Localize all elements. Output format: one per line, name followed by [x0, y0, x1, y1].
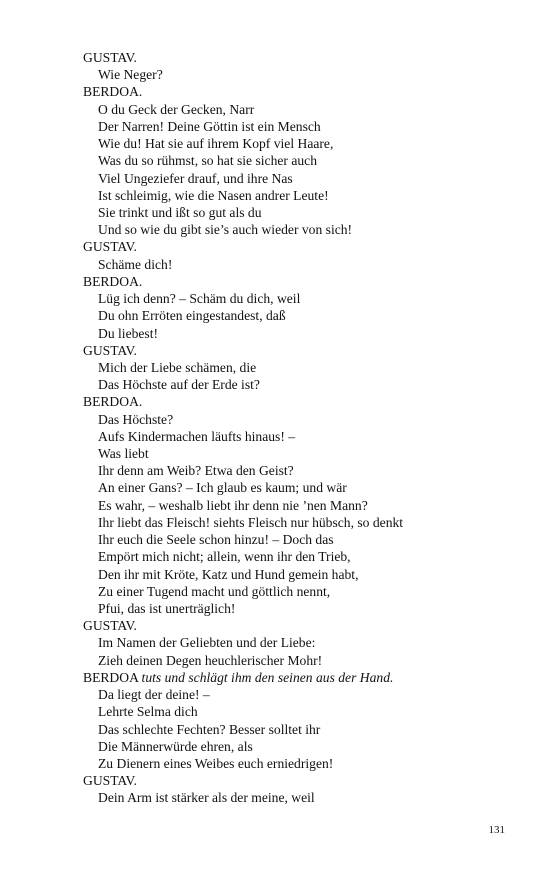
verse-line: Empört mich nicht; allein, wenn ihr den Trieb,	[98, 549, 351, 565]
verse-line: Du ohn Erröten eingestandest, daß	[98, 308, 286, 324]
verse-line: Den ihr mit Kröte, Katz und Hund gemein habt,	[98, 566, 359, 582]
verse-line: Lehrte Selma dich	[98, 704, 198, 720]
page-number: 131	[488, 824, 505, 836]
verse-line: Schäme dich!	[98, 256, 173, 272]
verse-line: Wie Neger?	[98, 67, 163, 83]
speaker-name: GUSTAV.	[83, 50, 137, 65]
verse-line: Im Namen der Geliebten und der Liebe:	[98, 635, 316, 651]
verse-line: Zu Dienern eines Weibes euch erniedrigen!	[98, 755, 334, 771]
speaker-name: BERDOA.	[83, 273, 143, 289]
verse-line: Pfui, das ist unerträglich!	[98, 601, 236, 616]
verse-line: Wie du! Hat sie auf ihrem Kopf viel Haare,	[98, 136, 334, 152]
verse-line: Sie trinkt und ißt so gut als du	[98, 204, 262, 220]
verse-line: Und so wie du gibt sie’s auch wieder von sich!	[98, 222, 353, 238]
speaker-name: GUSTAV.	[83, 773, 137, 789]
verse-line: Das schlechte Fechten? Besser solltet ihr	[98, 721, 321, 737]
verse-line: Es wahr, – weshalb liebt ihr denn nie ’nen Mann?	[98, 497, 368, 513]
verse-line: Dein Arm ist stärker als der meine, weil	[98, 790, 315, 806]
verse-line: Lüg ich denn? – Schäm du dich, weil	[98, 291, 301, 307]
verse-line: Da liegt der deine! –	[98, 687, 210, 703]
verse-line: Was du so rühmst, so hat sie sicher auch	[98, 153, 318, 169]
speaker-name: BERDOA.	[83, 394, 143, 410]
stage-direction: tuts und schlägt ihm den seinen aus der Hand.	[141, 669, 394, 685]
verse-line: Die Männerwürde ehren, als	[98, 738, 253, 754]
speaker-name: GUSTAV.	[83, 239, 137, 255]
verse-line: Das Höchste?	[98, 411, 174, 427]
speaker-name: BERDOA	[83, 669, 139, 685]
verse-line: Ihr denn am Weib? Etwa den Geist?	[98, 463, 294, 479]
verse-line: Der Narren! Deine Göttin ist ein Mensch	[98, 118, 321, 134]
verse-line: Das Höchste auf der Erde ist?	[98, 377, 260, 393]
play-text	[83, 49, 523, 807]
verse-line: Du liebest!	[98, 325, 159, 341]
verse-line: Ihr liebt das Fleisch! siehts Fleisch nur hübsch, so denkt	[98, 514, 404, 530]
verse-line: O du Geck der Gecken, Narr	[98, 101, 255, 117]
verse-line: Aufs Kindermachen läufts hinaus! –	[98, 428, 296, 444]
verse-line: Was liebt	[98, 446, 149, 462]
verse-line: Ist schleimig, wie die Nasen andrer Leute!	[98, 187, 329, 203]
verse-line: Ihr euch die Seele schon hinzu! – Doch das	[98, 532, 334, 548]
verse-line: An einer Gans? – Ich glaub es kaum; und wär	[98, 480, 347, 496]
verse-line: Viel Ungeziefer drauf, und ihre Nas	[98, 170, 293, 186]
speaker-name: GUSTAV.	[83, 618, 137, 634]
speaker-name: BERDOA.	[83, 84, 143, 100]
verse-line: Zu einer Tugend macht und göttlich nennt,	[98, 583, 331, 599]
speaker-name: GUSTAV.	[83, 342, 137, 358]
speaker-with-stage-direction	[83, 669, 523, 686]
verse-line: Mich der Liebe schämen, die	[98, 359, 257, 375]
verse-line: Zieh deinen Degen heuchlerischer Mohr!	[98, 652, 323, 668]
